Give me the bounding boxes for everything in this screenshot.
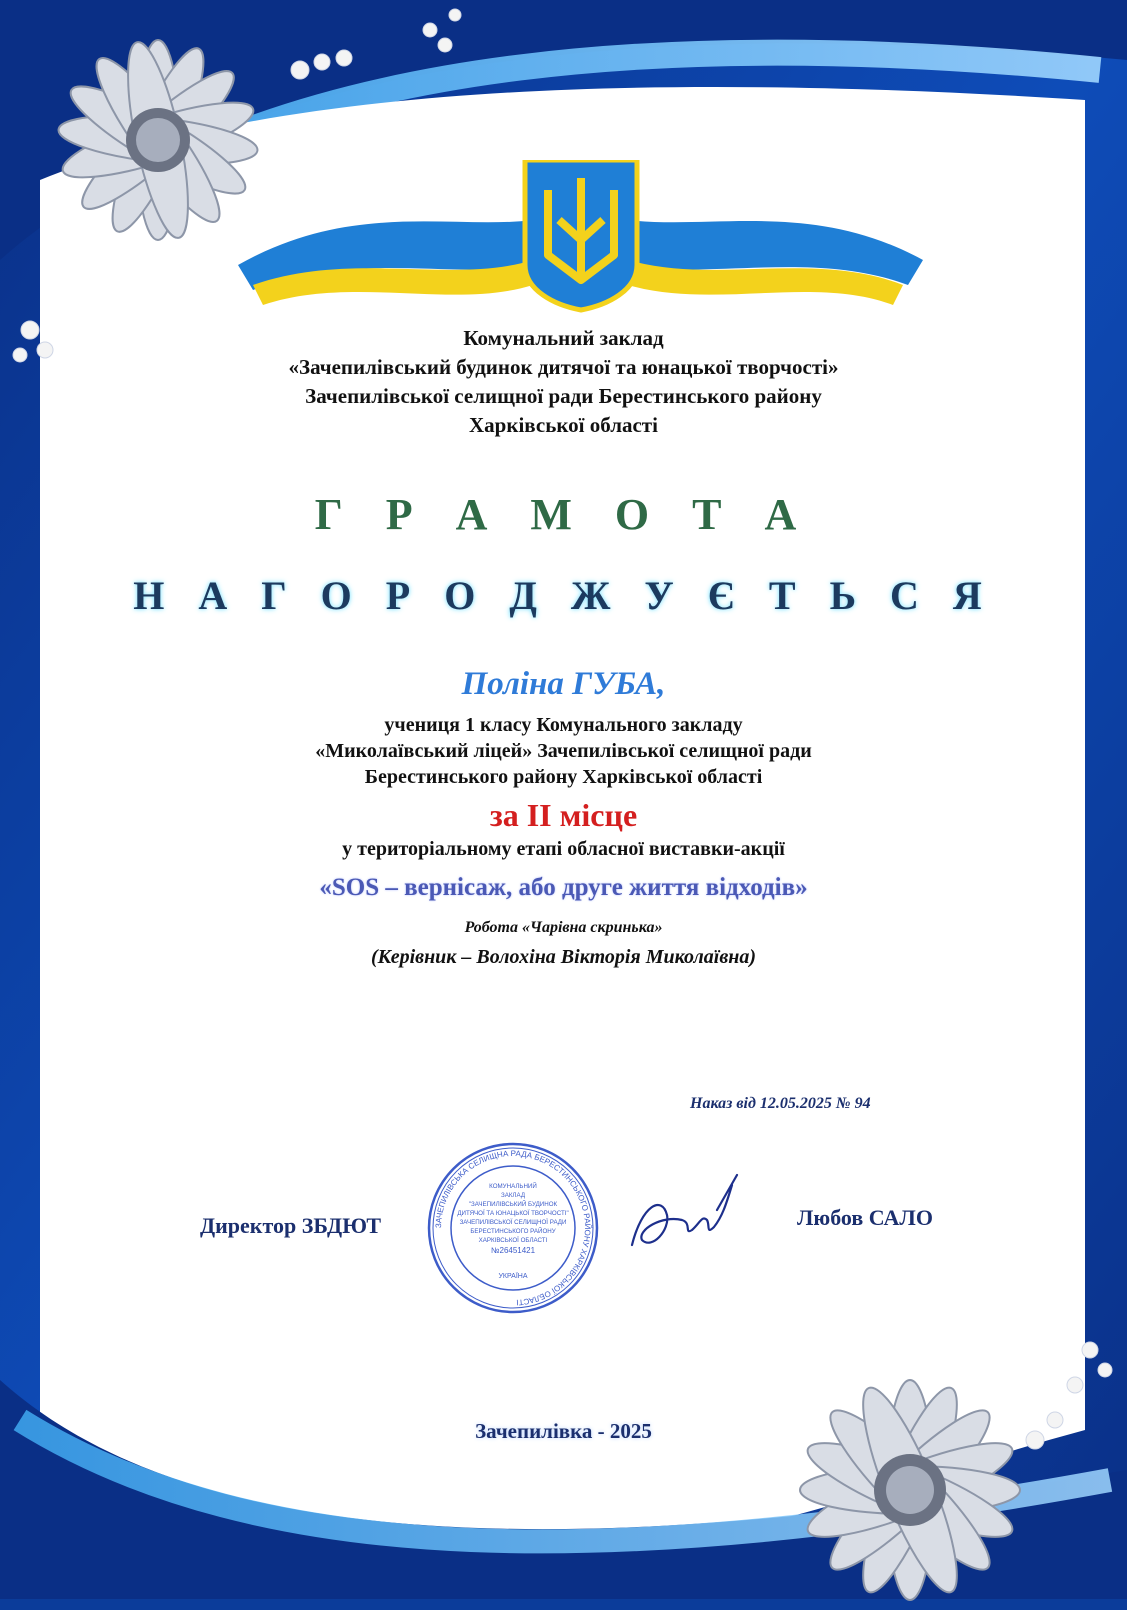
- institution-line: Зачепилівської селищної ради Берестинського району: [305, 384, 822, 408]
- recipient-info-line: «Миколаївський ліцей» Зачепилівської селищної ради: [315, 740, 812, 762]
- stamp-line: КОМУНАЛЬНИЙ: [489, 1183, 537, 1190]
- place-year: Зачепилівка - 2025: [475, 1419, 652, 1443]
- director-label: Директор ЗБДЮТ: [200, 1213, 382, 1238]
- recipient-info-line: Берестинського району Харківської області: [364, 766, 763, 788]
- recipient-info-line: учениця 1 класу Комунального закладу: [384, 714, 743, 736]
- stage-description: у територіальному етапі обласної виставки-акції: [342, 838, 785, 860]
- stamp-line: ЗАКЛАД: [500, 1192, 526, 1199]
- order-reference: Наказ від 12.05.2025 № 94: [690, 1095, 871, 1112]
- stamp-ring-text: ЗАЧЕПИЛІВСЬКА СЕЛИЩНА РАДА БЕРЕСТИНСЬКОГО РАЙОНУ ХАРКІВСЬКОЇ ОБЛАСТІ: [433, 1148, 593, 1307]
- work-title: Робота «Чарівна скринька»: [464, 919, 663, 936]
- signer-name: Любов САЛО: [797, 1205, 933, 1230]
- signature-icon: [622, 1165, 752, 1265]
- stamp-icon: [425, 1140, 601, 1316]
- stamp-line: ЗАЧЕПИЛІВСЬКОЇ СЕЛИЩНОЇ РАДИ: [459, 1219, 567, 1226]
- flower-decoration-icon: [740, 1350, 1070, 1610]
- coat-of-arms-icon: [233, 160, 933, 320]
- institution-line: «Зачепилівський будинок дитячої та юнацької творчості»: [288, 355, 839, 379]
- institution-line: Комунальний заклад: [463, 326, 664, 350]
- stamp-country: УКРАЇНА: [498, 1273, 528, 1280]
- institution-line: Харківської області: [469, 413, 658, 437]
- awarded-label: Н А Г О Р О Д Ж У Є Т Ь С Я: [133, 573, 994, 618]
- stamp-line: "ЗАЧЕПИЛІВСЬКИЙ БУДИНОК: [468, 1201, 558, 1208]
- page-title: Г Р А М О Т А: [314, 490, 813, 539]
- leader-name: (Керівник – Волохіна Вікторія Миколаївна): [370, 946, 757, 968]
- stamp-line: БЕРЕСТИНСЬКОГО РАЙОНУ: [470, 1228, 556, 1235]
- event-title: «SOS – вернісаж, або друге життя відходів»: [319, 874, 808, 901]
- stamp-line: ХАРКІВСЬКОЇ ОБЛАСТІ: [478, 1237, 548, 1244]
- recipient-name: Поліна ГУБА,: [461, 666, 666, 702]
- place-award: за II місце: [489, 797, 638, 833]
- stamp-number: №26451421: [490, 1246, 536, 1255]
- stamp-line: ДИТЯЧОЇ ТА ЮНАЦЬКОЇ ТВОРЧОСТІ": [457, 1210, 569, 1217]
